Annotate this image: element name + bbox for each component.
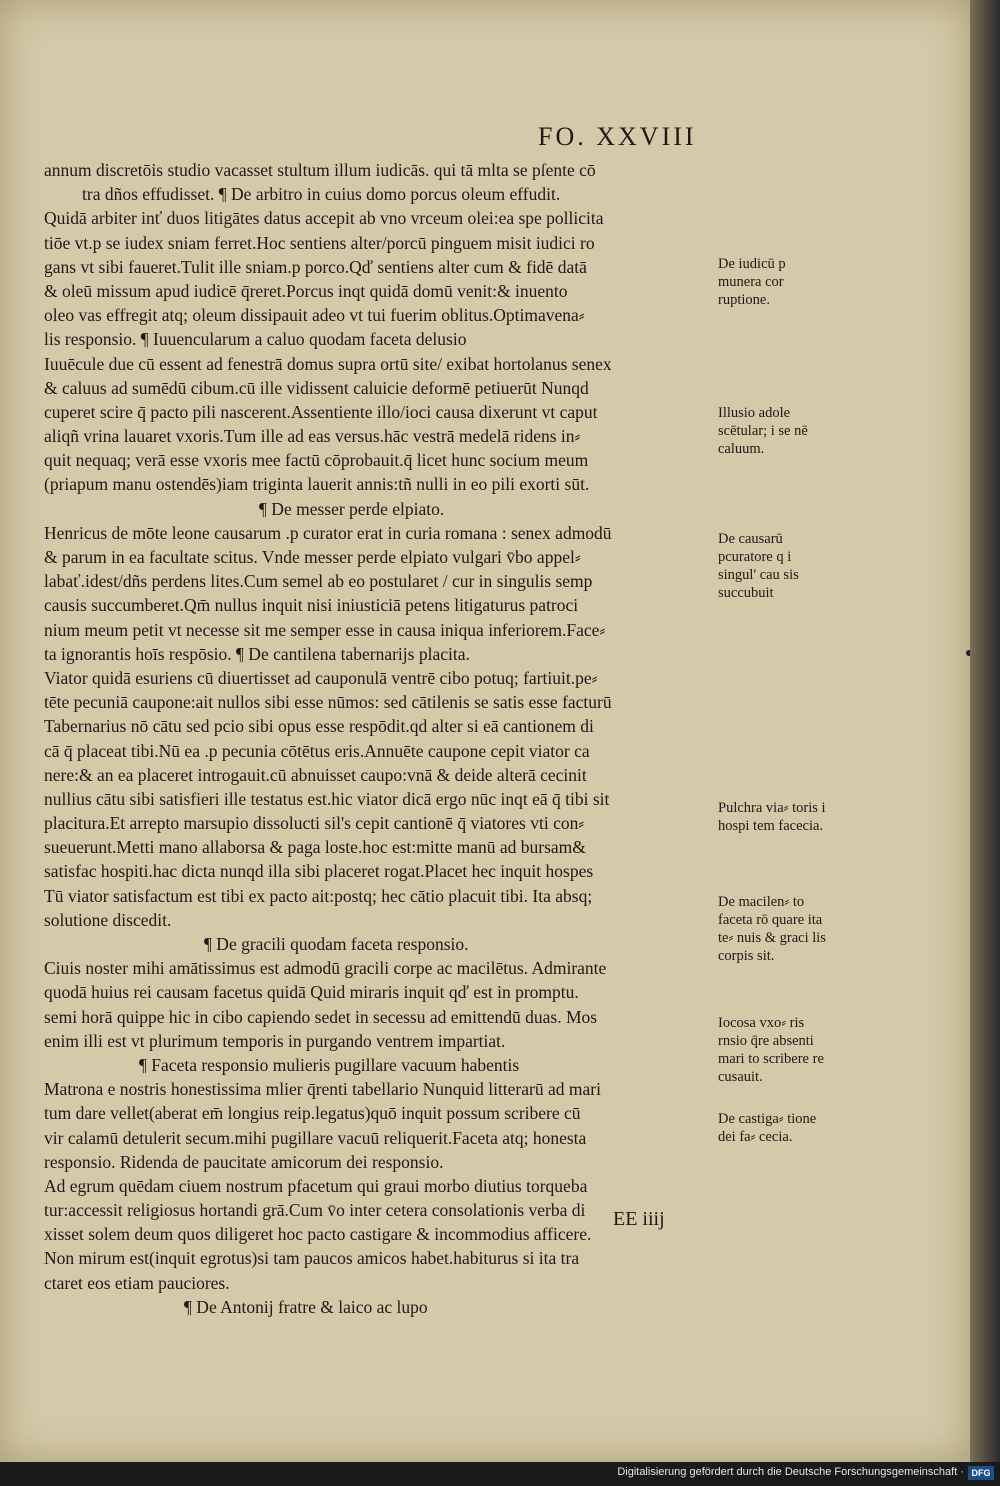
text-line: nere:& an ea placeret introgauit.cū abnuisset caupo:vnā & deide alterā cecinit: [44, 764, 587, 785]
text-line: cā q̄ placeat tibi.Nū ea .p pecunia cōtētus eris.Annuēte caupone cepit viator ca: [44, 740, 590, 761]
text-line: nium meum petit vt necesse sit me semper esse in causa iniqua inferiorem.Face⸗: [44, 619, 606, 640]
text-line: ctaret eos etiam pauciores.: [44, 1272, 230, 1293]
text-line: & parum in ea facultate scitus. Vnde messer perde elpiato vulgari v̄bo appel⸗: [44, 547, 581, 567]
dfg-logo: DFG: [968, 1466, 994, 1480]
text-line: ¶ De messer perde elpiato.: [259, 498, 445, 519]
text-line: ¶ De gracili quodam faceta responsio.: [204, 934, 469, 954]
text-line: oleo vas effregit atq; oleum dissipauit adeo vt tui fuerim oblitus.Optimavena⸗: [44, 305, 585, 326]
text-line: (priapum manu ostendēs)iam triginta lauerit annis:tñ nulli in eo pili exorti sūt.: [44, 474, 590, 495]
text-line: Matrona e nostris honestissima mlier q̄renti tabellario Nunquid litterarū ad mari: [44, 1079, 601, 1100]
text-line: tur:accessit religiosus hortandi grā.Cum v̄o inter cetera consolationis verba di: [44, 1200, 586, 1221]
text-line: sueuerunt.Metti mano allaborsa & paga loste.hoc est:mitte manū ad bursam&: [44, 837, 586, 858]
text-line: Tabernarius nō cātu sed pcio sibi opus esse respōdit.qd alter si eā cantionem di: [44, 716, 594, 737]
marginal-note-7: De castiga⸗ tione dei fa⸗ cecia.: [718, 1111, 817, 1145]
footer-bar: [0, 1462, 1000, 1486]
marginal-note-2: Illusio adole scētular; i se nē caluum.: [718, 405, 808, 457]
text-line: causis succumberet.Qm̄ nullus inquit nisi iniusticiā petens litigaturus patroci: [44, 595, 579, 616]
text-line: xisset solem deum quos diligeret hoc pacto castigare & incommodius afficere.: [44, 1224, 592, 1245]
text-line: Ciuis noster mihi amātissimus est admodū gracili corpe ac macilētus. Admirante: [44, 958, 607, 979]
text-line: solutione discedit.: [44, 909, 172, 930]
text-line: aliqñ vrina lauaret vxoris.Tum ille ad eas versus.hāc vestrā medelā ridens in⸗: [44, 426, 581, 447]
folio-number: FO. XXVIII: [538, 122, 697, 151]
text-line: cuperet scire q̄ pacto pili nascerent.Assentiente illo/ioci causa dixerunt vt caput: [44, 401, 598, 422]
marginal-note-4: Pulchra via⸗ toris i hospi tem facecia.: [718, 800, 826, 834]
marginal-note-1: De iudicū p munera cor ruptione.: [718, 256, 786, 308]
text-line: tiōe vt.p se iudex sniam ferret.Hoc sentiens alter/porcū pinguem misit iudici ro: [44, 232, 595, 253]
text-line: ta ignorantis hoīs respōsio. ¶ De cantilena tabernarijs placita.: [44, 643, 470, 664]
text-line: quodā huius rei causam facetus quidā Quid miraris inquit qď est in promptu.: [44, 982, 579, 1003]
signature-mark: EE iiij: [613, 1208, 665, 1230]
text-line: Non mirum est(inquit egrotus)si tam paucos amicos habet.habiturus si ita tra: [44, 1248, 580, 1269]
text-line: responsio. Ridenda de paucitate amicorum dei responsio.: [44, 1151, 444, 1172]
text-line: placitura.Et arrepto marsupio dissolucti sil's cepit cantionē q̄ viatores vti con⸗: [44, 813, 585, 834]
text-line: & oleū missum apud iudicē q̄reret.Porcus inqt quidā domū venit:& inuento: [44, 280, 568, 301]
text-line: tum dare vellet(aberat em̄ longius reip.legatus)quō inquit possum scribere cū: [44, 1103, 581, 1124]
text-line: nullius cātu sibi satisfieri ille testatus est.hic viator dicā ergo nūc inqt eā q̄ tibi sit: [44, 788, 610, 809]
text-line: Ad egrum quēdam ciuem nostrum pfacetum qui graui morbo diutius torqueba: [44, 1175, 588, 1196]
text-line: Tū viator satisfactum est tibi ex pacto ait:postq; hec cātio placuit tibi. Ita absq;: [44, 885, 593, 906]
page-body-text: [44, 158, 714, 1319]
marginal-note-6: Iocosa vxo⸗ ris rnsio q̄re absenti mari to scribere re cusauit.: [718, 1015, 824, 1085]
text-line: tēte pecuniā caupone:ait nullos sibi esse nūmos: sed cātilenis se satis esse facturū: [44, 692, 612, 713]
text-line: lis responsio. ¶ Iuuencularum a caluo quodam faceta delusio: [44, 329, 467, 350]
page-edge-shadow: [970, 0, 1000, 1462]
text-line: ¶ De Antonij fratre & laico ac lupo: [184, 1296, 428, 1317]
text-line: Iuuēcule due cū essent ad fenestrā domus supra ortū site/ exibat hortolanus senex: [44, 353, 612, 374]
footer-credit: Digitalisierung gefördert durch die Deutsche Forschungsgemeinschaft ·: [617, 1466, 964, 1478]
text-line: ¶ Faceta responsio mulieris pugillare vacuum habentis: [139, 1054, 520, 1075]
text-line: semi horā quippe hic in cibo capiendo sedet in secessu ad emittendū duas. Mos: [44, 1006, 598, 1027]
text-line: tra dños effudisset. ¶ De arbitro in cuius domo porcus oleum effudit.: [82, 184, 561, 205]
text-line: vir calamū detulerit secum.mihi pugillare vacuū reliquerit.Faceta atq; honesta: [44, 1127, 587, 1148]
text-line: quit nequaq; verā esse vxoris mee factū cōprobauit.q̄ licet hunc socium meum: [44, 450, 589, 471]
text-line: enim illi est vt plurimum temporis in purgando ventrem impartiat.: [44, 1030, 506, 1051]
text-line: gans vt sibi faueret.Tulit ille sniam.p porco.Qď sentiens alter cum & fidē datā: [44, 256, 587, 277]
marginal-note-5: De macilen⸗ to faceta rō quare ita te⸗ nuis & graci lis corpis sit.: [718, 894, 826, 964]
text-line: satisfac hospiti.hac dicta nunqd illa sibi placeret rogat.Placet hec inquit hospes: [44, 861, 594, 882]
text-line: Viator quidā esuriens cū diuertisset ad cauponulā ventrē cibo potuq; fartiuit.pe⸗: [44, 667, 598, 688]
marginal-note-3: De causarū pcuratore q i singul' cau sis succubuit: [718, 531, 799, 601]
text-line: labať.idest/dñs perdens lites.Cum semel ab eo postularet / cur in singulis semp: [44, 571, 593, 592]
text-line: Quidā arbiter inť duos litigātes datus accepit ab vno vrceum olei:ea spe pollicita: [44, 208, 604, 229]
text-line: & caluus ad sumēdū cibum.cū ille vidissent caluicie deformē petiuerūt Nunqd: [44, 377, 589, 398]
text-line: Henricus de mōte leone causarum .p curator erat in curia romana : senex admodū: [44, 522, 612, 543]
text-line: annum discretōis studio vacasset stultum illum iudicās. qui tā mlta se pſente cō: [44, 160, 596, 180]
